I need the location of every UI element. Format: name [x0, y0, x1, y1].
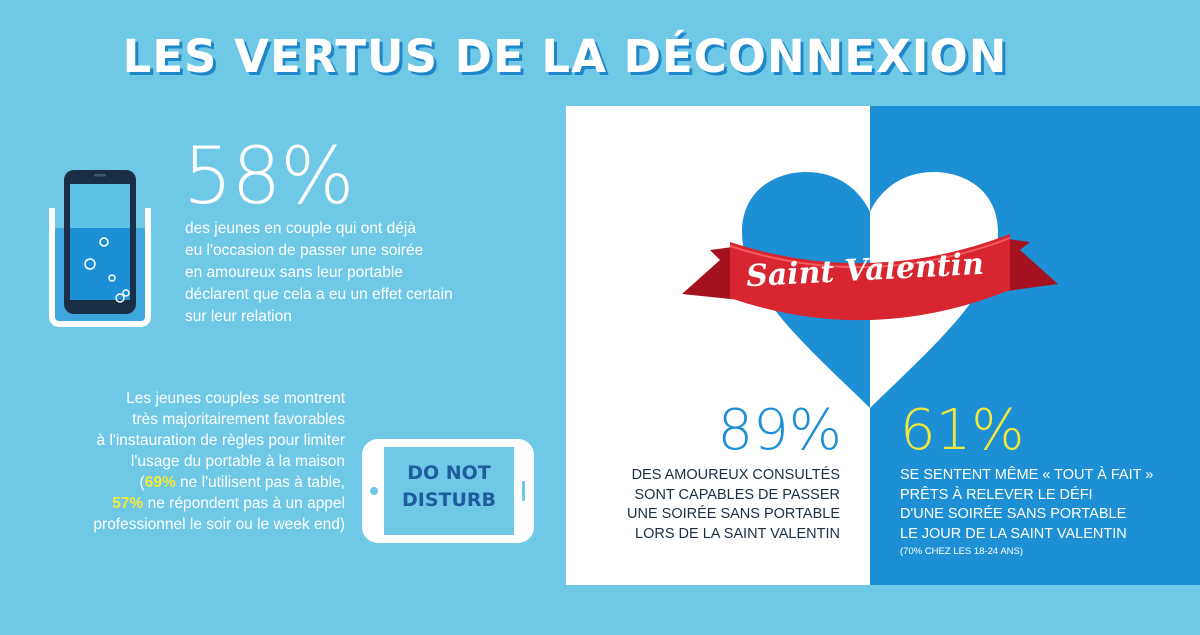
dnd-line: DO NOT [407, 462, 491, 484]
couples-line: très majoritairement favorables [132, 411, 345, 428]
couples-line-text: ne l'utilisent pas à table, [175, 474, 345, 491]
page-title: LES VERTUS DE LA DÉCONNEXION [122, 30, 1008, 83]
stat-61-note: (70% CHEZ LES 18-24 ANS) [900, 546, 1024, 557]
stat-89-line: DES AMOUREUX CONSULTÉS [631, 467, 840, 483]
stat-89-line: SONT CAPABLES DE PASSER [634, 486, 840, 503]
stat-58-line: sur leur relation [185, 308, 292, 325]
couples-line: à l'instauration de règles pour limiter [96, 432, 345, 449]
stat-61-line: LE JOUR DE LA SAINT VALENTIN [900, 525, 1127, 542]
stat-61-description [900, 466, 1190, 544]
stat-57-highlight: 57% [112, 495, 144, 512]
stat-58-line: eu l'occasion de passer une soirée [185, 242, 424, 259]
couples-line [40, 472, 345, 493]
stat-61-line: SE SENTENT MÊME « TOUT À FAIT » [900, 467, 1154, 483]
couples-line: Les jeunes couples se montrent [126, 390, 345, 407]
stat-89-line: LORS DE LA SAINT VALENTIN [635, 525, 840, 542]
couples-line: l'usage du portable à la maison [130, 453, 345, 470]
ribbon-label: Saint Valentin [745, 246, 985, 295]
stat-61-line: PRÊTS À RELEVER LE DÉFI [900, 486, 1093, 503]
stat-58-value: 58% [183, 132, 354, 222]
stat-89-value: 89% [717, 398, 842, 463]
stat-58-line: en amoureux sans leur portable [185, 264, 403, 281]
stat-69-highlight: 69% [144, 474, 176, 491]
do-not-disturb-label [390, 460, 508, 514]
phone-in-water-icon [46, 168, 154, 328]
stat-58-line: déclarent que cela a eu un effet certain [185, 286, 453, 303]
stat-89-description [585, 466, 840, 544]
couples-paragraph [40, 388, 345, 535]
stat-61-line: D'UNE SOIRÉE SANS PORTABLE [900, 506, 1127, 522]
couples-line [40, 493, 345, 514]
stat-61-value: 61% [900, 398, 1025, 463]
stat-58-description [185, 218, 515, 328]
paren-open: ( [139, 474, 145, 491]
stat-89-line: UNE SOIRÉE SANS PORTABLE [627, 506, 840, 522]
dnd-line: DISTURB [401, 489, 497, 511]
couples-line: professionnel le soir ou le week end) [93, 516, 345, 533]
couples-line-text: ne répondent pas à un appel [143, 495, 345, 512]
stat-58-line: des jeunes en couple qui ont déjà [185, 220, 416, 237]
